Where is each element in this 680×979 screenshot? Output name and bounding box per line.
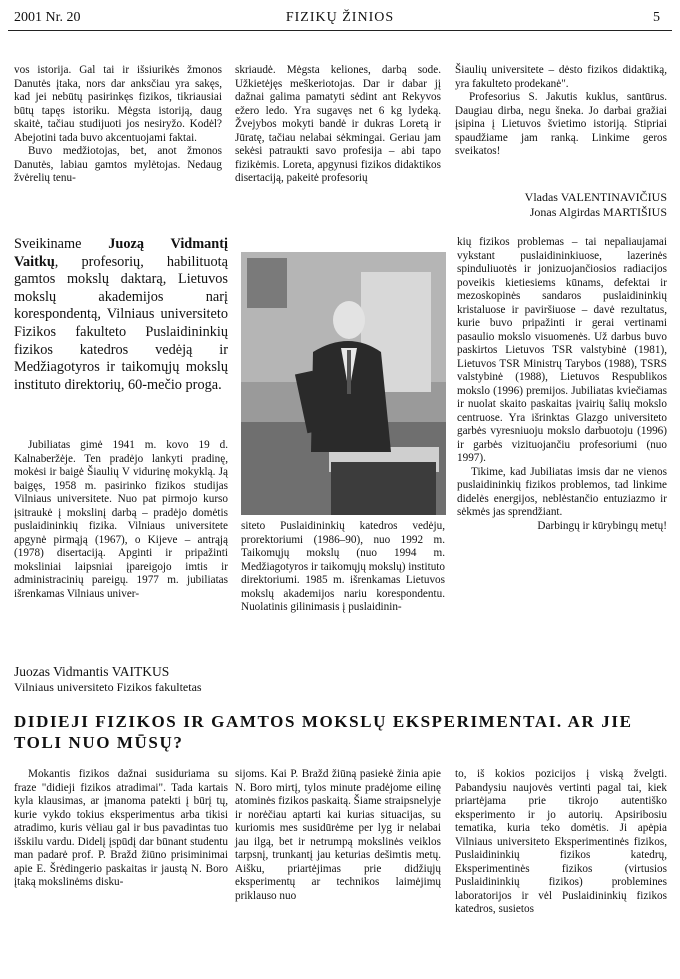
honoree-caption-affiliation: Vilniaus universiteto Fizikos fakultetas bbox=[14, 680, 202, 694]
top-col-1 bbox=[14, 64, 222, 186]
honoree-caption-name: Juozas Vidmantis VAITKUS bbox=[14, 664, 170, 679]
paragraph: to, iš kokios pozicijos į viską žvelgti. Pabandysiu naujovės vertinti pagal tai, kiek priartėjama prie tikrojo autentiško eksperimento ir jo autorių. Apsiribosiu tematika, kuria teko domėtis. Ji apėpia Vilniaus universiteto Eksperimentinės fizikos, Puslaidininkių fizikos katedrų, Eksperimentinės fizikos (virtusios Puslaidininkių fizikos) problemines laboratorijos ir vėl Puslaidininkių fizikos katedros, susietos bbox=[455, 768, 667, 915]
vaitkus-col-2 bbox=[241, 520, 445, 615]
article-col-3 bbox=[455, 768, 667, 917]
portrait-photo bbox=[241, 252, 446, 515]
paragraph: Buvo medžiotojas, bet, anot žmonos Danutės, labiau gamtos mylėtojas. Nedaug žvėrelių tenu- bbox=[14, 145, 222, 184]
signature-block bbox=[455, 190, 667, 220]
article-col-2 bbox=[235, 768, 441, 903]
issue-number: 2001 Nr. 20 bbox=[14, 10, 81, 25]
paragraph: Tikime, kad Jubiliatas imsis dar ne vienos puslaidininkių fizikos problemos, tad linkime didelės energijos, neblėstančio entuziazmo ir sėkmės jas sprendžiant. bbox=[457, 465, 667, 518]
greeting-lead: Sveikiname Juozą Vidmantį Vaitkų, profesorių, habilituotą gamtos mokslų daktarą, Lietuvos mokslų akademijos narį korespondentą, Vilniaus universiteto Fizikos fakulteto Puslaidininkių fizikos katedros vedėją ir Medžiagotyros ir taikomųjų mokslų instituto direktorių, 60-mečio proga. bbox=[14, 236, 228, 393]
paragraph: vos istorija. Gal tai ir išsiurikės žmonos Danutės įtaka, nors dar anksčiau yra sakęs, kad jei nebūtų pasirinkęs fizikos, tikriausiai būtų tapęs istoriku. Mėgsta istoriją, daug skaitė, tačiau studijuoti jos nesiryžo. Kodėl? Abejotini tada buvo akcentuojami faktai. bbox=[14, 64, 222, 144]
journal-title: FIZIKŲ ŽINIOS bbox=[285, 10, 395, 25]
paragraph: Mokantis fizikos dažnai susiduriama su fraze "didieji fizikos atradimai". Tada kartais kyla klausimas, ar įmanoma patekti į būrį tų, kurie vykdo tokius eksperimentus arba tikisi atradimo, kuris vėliau gal ir bus pavadintas tuo išskilu vardu. Didelį įspūdį dar būnant studentu man padarė prof. P. Bražd žiūno prisiminimai apie E. Šrėdingerio paskaitas ir jaustą N. Boro įtaką mokslinėms disku- bbox=[14, 768, 228, 888]
vaitkus-col-1 bbox=[14, 439, 228, 601]
paragraph: Jubiliatas gimė 1941 m. kovo 19 d. Kalnaberžėje. Ten pradėjo lankyti pradinę, mokėsi ir baigė Šiaulių V vidurinę mokyklą. Ją baigęs, 1958 m. pasirinko fizikos studijas Vilniaus universitete. Nuo pat pirmojo kurso įsitraukė į mokslinį darbą – pradėjo domėtis puslaidininkių fizika. Vilniaus universitete apgynė pirmąją (1967), o Kijeve – antrąją (1978) disertaciją. Apginti ir pripažinti moksliniai laipsniai įpareigojo imtis ir administracinių pareigų. 1977 m. jubiliatas išrenkamas Vilniaus univer- bbox=[14, 439, 228, 600]
vaitkus-col-3 bbox=[457, 236, 667, 533]
header-rule bbox=[8, 30, 672, 31]
honoree-name: Juozą Vidmantį Vaitkų bbox=[14, 236, 228, 270]
article-title: DIDIEJI FIZIKOS IR GAMTOS MOKSLŲ EKSPERIMENTAI. AR JIE TOLI NUO MŪSŲ? bbox=[14, 712, 633, 752]
paragraph: Darbingų ir kūrybingų metų! bbox=[537, 519, 667, 532]
page-number: 5 bbox=[653, 10, 660, 25]
paragraph: siteto Puslaidininkių katedros vedėju, prorektoriumi (1986–90), nuo 1992 m. Taikomųjų mokslų (nuo 1994 m. Medžiagotyros ir taikomųjų mokslų) instituto direktoriumi. 1985 m. išrenkamas Lietuvos mokslų akademijos nariu korespondentu. Nuolatinis gilinimasis į puslaidinin- bbox=[241, 520, 445, 613]
portrait-photo-image bbox=[241, 252, 446, 515]
paragraph: Profesorius S. Jakutis kuklus, santūrus. Daugiau dirba, negu šneka. Jo darbai gražiai įsipina į Lietuvos švietimo istoriją. Stipriai spaudžiame jam ranką. Linkime geros sveikatos! bbox=[455, 91, 667, 157]
signature: Vladas VALENTINAVIČIUS bbox=[524, 190, 667, 204]
signature: Jonas Algirdas MARTIŠIUS bbox=[529, 205, 667, 219]
article-col-1 bbox=[14, 768, 228, 890]
paragraph: skriaudė. Mėgsta keliones, darbą sode. Užkietėjęs meškeriotojas. Dar ir dabar jį dažnai galima pamatyti sėdint ant Rekyvos ežero ledo. Yra sugavęs net 6 kg lydeką. Žvejybos mokyti bandė ir dukras Loretą ir Jūratę, tačiau nelabai sėkmingai. Geriau jam sekėsi patraukti savo profesija – abi tapo fizikėmis. Loreta, apgynusi fizikos didaktikos disertaciją, pakeitė profesorių bbox=[235, 64, 441, 184]
paragraph: kių fizikos problemas – tai nepaliaujamai vykstant puslaidininkiuose, lazerinės spinduliuotės ir jonizuojančiosios radiacijos poveikis kietiesiems kūnams, defektai ir mezoskopinės sandaros puslaidininkių kristaluose ir paviršiuose – davė rezultatus, kurie buvo pripažinti ir gerai vertinami pasaulio mokslo visuomenės. Už darbus buvo paskirtos Lietuvos TSR valstybinė (1981), Lietuvos TSR Ministrų Tarybos (1988), TSRS valstybinė (1988), Lietuvos Respublikos mokslo (1996) premijos. Jubiliatas kviečiamas ir nuolat skaito paskaitas įvairių šalių mokslo centruose. Yra išrinktas Glazgo universiteto garbės vyresniuoju mokslo darbuotoju (1996) ir garbės vizituojančiu profesoriumi (nuo 1997). bbox=[457, 236, 667, 464]
top-col-3 bbox=[455, 64, 667, 159]
paragraph: sijoms. Kai P. Bražd žiūną pasiekė žinia apie N. Boro mirtį, tylos minute pradėjome eilinę atominės fizikos paskaitą. Šiame straipsnelyje ir norėčiau aptarti kai kurias situacijas, su kuriomis mes susidūrėme per lyg ir nelabai jau ilgą, bet ir netrumpą mokslinės veiklos tarpsnį, trunkantį jau keturias dešimtis metų. Aišku, priartėjimas prie didžiųjų eksperimentų ar technikos laimėjimų priklauso nuo bbox=[235, 768, 441, 902]
paragraph: Šiaulių universitete – dėsto fizikos didaktiką, yra fakulteto prodekanė". bbox=[455, 64, 667, 90]
top-col-2 bbox=[235, 64, 441, 186]
